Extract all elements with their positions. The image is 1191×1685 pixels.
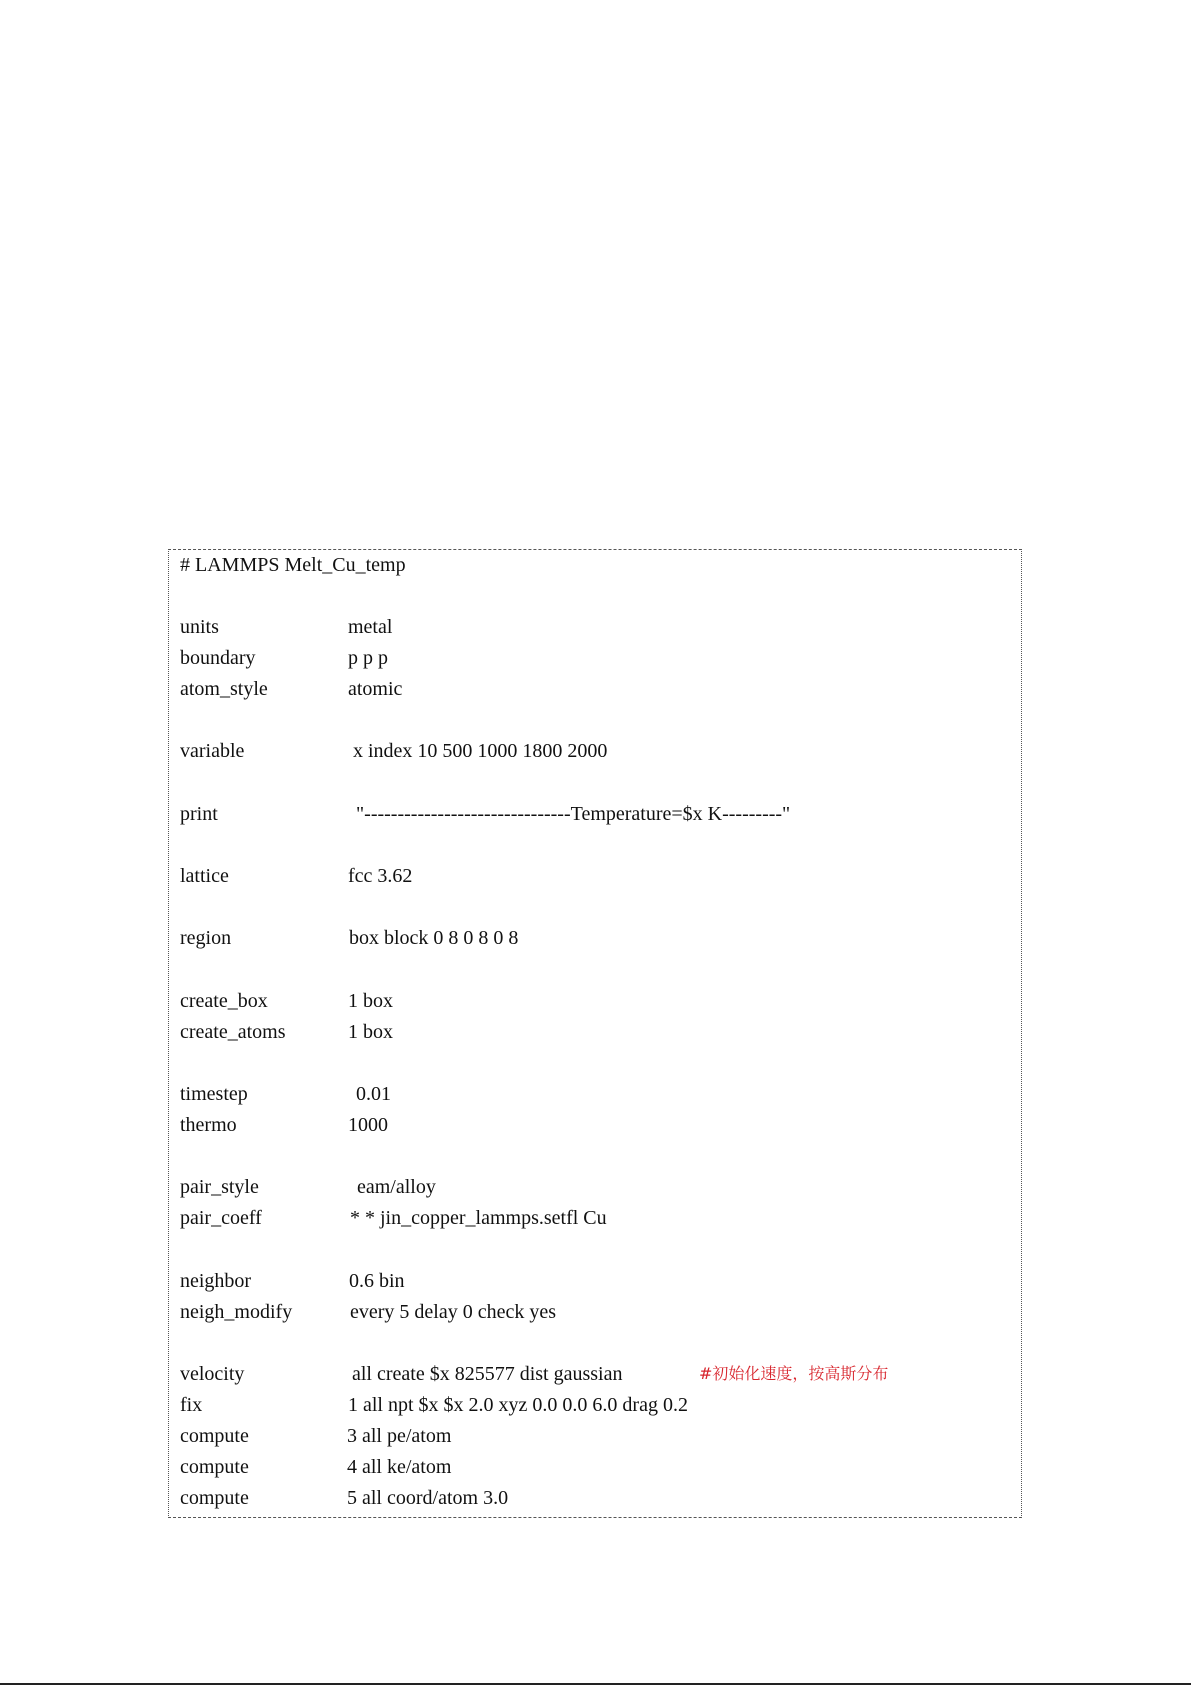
script-line-neighbor	[169, 1268, 405, 1294]
lammps-script-box	[168, 549, 1022, 1518]
script-line-boundary	[169, 645, 388, 671]
script-line-timestep	[169, 1081, 391, 1107]
script-line-create-atoms	[169, 1019, 393, 1045]
command-args: "-------------------------------Temperature=$x K---------"	[356, 803, 791, 825]
command-name: pair_style	[180, 1176, 259, 1198]
command-name: compute	[180, 1425, 249, 1447]
command-args: atomic	[348, 678, 403, 700]
command-name: region	[180, 927, 232, 949]
command-name: neighbor	[180, 1270, 252, 1292]
command-name: neigh_modify	[180, 1301, 293, 1323]
command-args: metal	[348, 616, 393, 638]
script-title-line	[169, 552, 406, 578]
command-args: 1 all npt $x $x 2.0 xyz 0.0 0.0 6.0 drag 0.2	[348, 1394, 688, 1416]
script-line-thermo	[169, 1112, 388, 1138]
command-args: x index 10 500 1000 1800 2000	[353, 740, 608, 762]
script-line-atom-style	[169, 676, 403, 702]
script-line-compute-ke	[169, 1454, 452, 1480]
inline-comment: #初始化速度，按高斯分布	[699, 1364, 889, 1383]
command-args: p p p	[348, 647, 388, 669]
command-args: 3 all pe/atom	[347, 1425, 452, 1447]
command-name: create_box	[180, 990, 268, 1012]
command-name: fix	[180, 1394, 203, 1416]
command-name: units	[180, 616, 219, 638]
script-line-region	[169, 925, 519, 951]
command-name: velocity	[180, 1363, 245, 1385]
command-args: 0.01	[356, 1083, 391, 1105]
command-name: boundary	[180, 647, 256, 669]
command-name: print	[180, 803, 218, 825]
command-args: 0.6 bin	[349, 1270, 405, 1292]
command-name: pair_coeff	[180, 1207, 262, 1229]
script-line-lattice	[169, 863, 413, 889]
command-args: every 5 delay 0 check yes	[350, 1301, 557, 1323]
script-title: # LAMMPS Melt_Cu_temp	[180, 554, 406, 576]
command-args: 1000	[348, 1114, 388, 1136]
script-line-velocity	[169, 1361, 889, 1387]
script-line-fix	[169, 1392, 688, 1418]
command-args: all create $x 825577 dist gaussian	[352, 1363, 623, 1385]
command-name: compute	[180, 1487, 249, 1509]
script-line-pair-style	[169, 1174, 436, 1200]
command-name: create_atoms	[180, 1021, 286, 1043]
command-name: lattice	[180, 865, 229, 887]
command-args: 1 box	[348, 1021, 393, 1043]
script-line-create-box	[169, 988, 393, 1014]
command-name: compute	[180, 1456, 249, 1478]
command-args: eam/alloy	[357, 1176, 436, 1198]
command-args: 4 all ke/atom	[347, 1456, 452, 1478]
command-name: atom_style	[180, 678, 268, 700]
script-line-pair-coeff	[169, 1205, 607, 1231]
script-line-print	[169, 801, 791, 827]
command-args: 5 all coord/atom 3.0	[347, 1487, 509, 1509]
command-args: fcc 3.62	[348, 865, 413, 887]
command-args: 1 box	[348, 990, 393, 1012]
command-args: box block 0 8 0 8 0 8	[349, 927, 519, 949]
command-args: * * jin_copper_lammps.setfl Cu	[350, 1207, 607, 1229]
script-line-neigh-modify	[169, 1299, 557, 1325]
command-name: thermo	[180, 1114, 237, 1136]
script-line-compute-pe	[169, 1423, 452, 1449]
script-line-variable	[169, 738, 608, 764]
script-line-units	[169, 614, 393, 640]
script-line-compute-coord	[169, 1485, 509, 1511]
command-name: variable	[180, 740, 245, 762]
command-name: timestep	[180, 1083, 248, 1105]
